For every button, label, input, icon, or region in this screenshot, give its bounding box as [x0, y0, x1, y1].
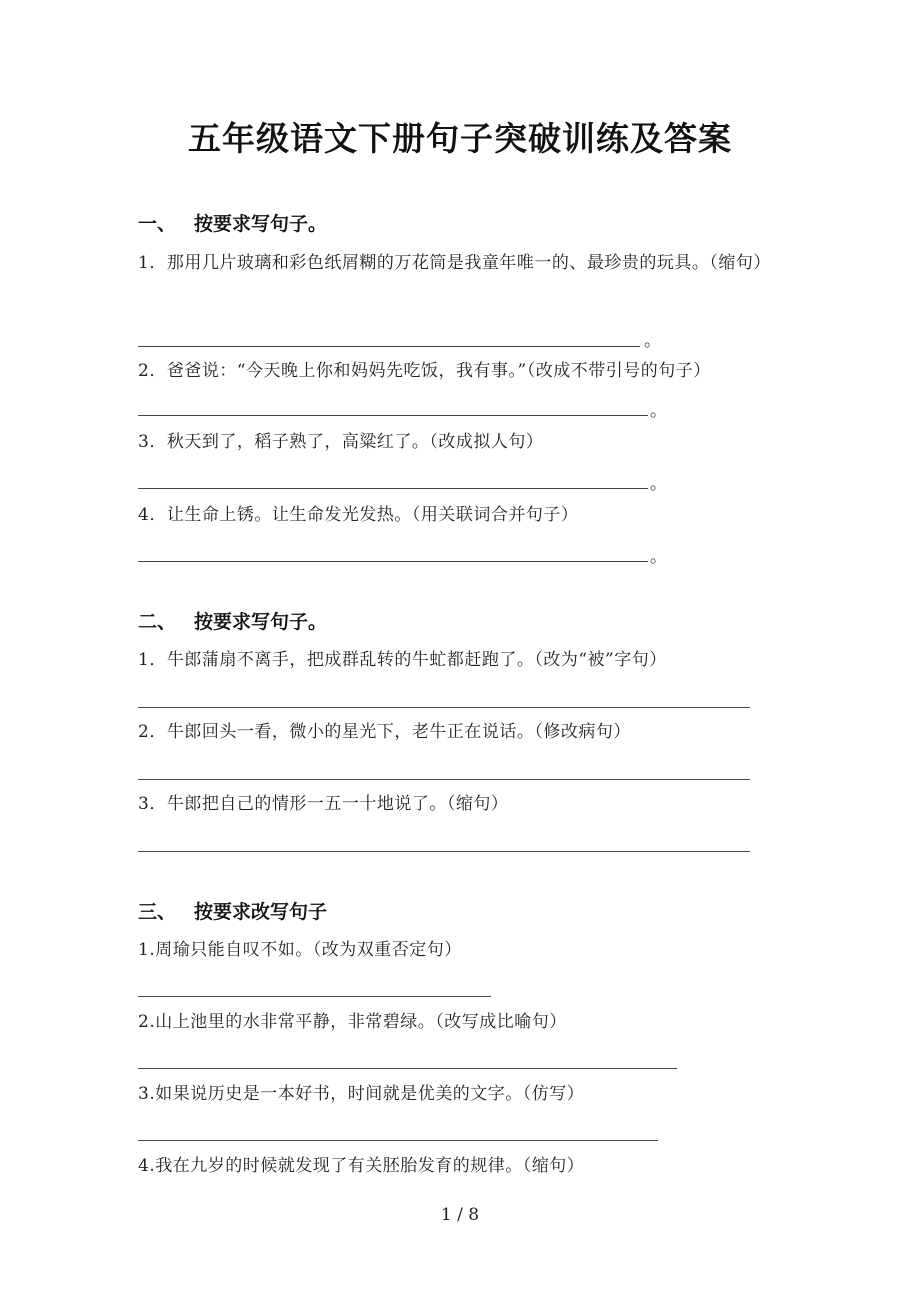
section-1-title: 按要求写句子。 — [194, 213, 328, 235]
answer-line-1-3[interactable] — [138, 488, 648, 489]
answer-line-2-2[interactable] — [138, 779, 750, 780]
question-1-3: 3．秋天到了，稻子熟了，高粱红了。（改成拟人句） — [138, 432, 544, 452]
question-1-4: 4．让生命上锈。让生命发光发热。（用关联词合并句子） — [138, 505, 579, 525]
answer-line-2-3[interactable] — [138, 851, 750, 852]
section-2-number: 二、 — [138, 611, 177, 633]
answer-line-2-1[interactable] — [138, 707, 750, 708]
answer-line-3-3[interactable] — [138, 1140, 658, 1141]
section-1-number: 一、 — [138, 213, 177, 235]
answer-line-1-2-period: 。 — [650, 401, 667, 421]
document-title: 五年级语文下册句子突破训练及答案 — [188, 119, 732, 158]
section-1-heading — [138, 209, 327, 236]
question-3-2: 2.山上池里的水非常平静，非常碧绿。（改写成比喻句） — [138, 1012, 567, 1032]
question-2-1: 1．牛郎蒲扇不离手，把成群乱转的牛虻都赶跑了。（改为“被”字句） — [138, 650, 667, 670]
question-2-3: 3．牛郎把自己的情形一五一十地说了。（缩句） — [138, 794, 509, 814]
question-1-2: 2．爸爸说：“今天晚上你和妈妈先吃饭，我有事。”（改成不带引号的句子） — [138, 361, 711, 381]
question-2-2: 2．牛郎回头一看，微小的星光下，老牛正在说话。（修改病句） — [138, 722, 631, 742]
answer-line-1-1-period: 。 — [644, 331, 661, 351]
answer-line-3-1[interactable] — [138, 996, 491, 997]
answer-line-1-4[interactable] — [138, 561, 648, 562]
page-indicator: 1 / 8 — [440, 1205, 480, 1225]
question-3-3: 3.如果说历史是一本好书，时间就是优美的文字。（仿写） — [138, 1084, 585, 1104]
answer-line-3-2[interactable] — [138, 1068, 677, 1069]
question-3-4: 4.我在九岁的时候就发现了有关胚胎发育的规律。（缩句） — [138, 1156, 585, 1176]
question-3-1: 1.周瑜只能自叹不如。（改为双重否定句） — [138, 940, 462, 960]
answer-line-1-4-period: 。 — [650, 547, 667, 567]
answer-line-1-1[interactable] — [138, 346, 640, 347]
answer-line-1-3-period: 。 — [650, 474, 667, 494]
section-3-heading — [138, 897, 327, 924]
question-1-1: 1．那用几片玻璃和彩色纸屑糊的万花筒是我童年唯一的、最珍贵的玩具。（缩句） — [138, 253, 771, 273]
answer-line-1-2[interactable] — [138, 415, 648, 416]
section-2-title: 按要求写句子。 — [194, 611, 328, 633]
section-2-heading — [138, 607, 327, 634]
section-3-number: 三、 — [138, 901, 177, 923]
section-3-title: 按要求改写句子 — [194, 901, 328, 923]
